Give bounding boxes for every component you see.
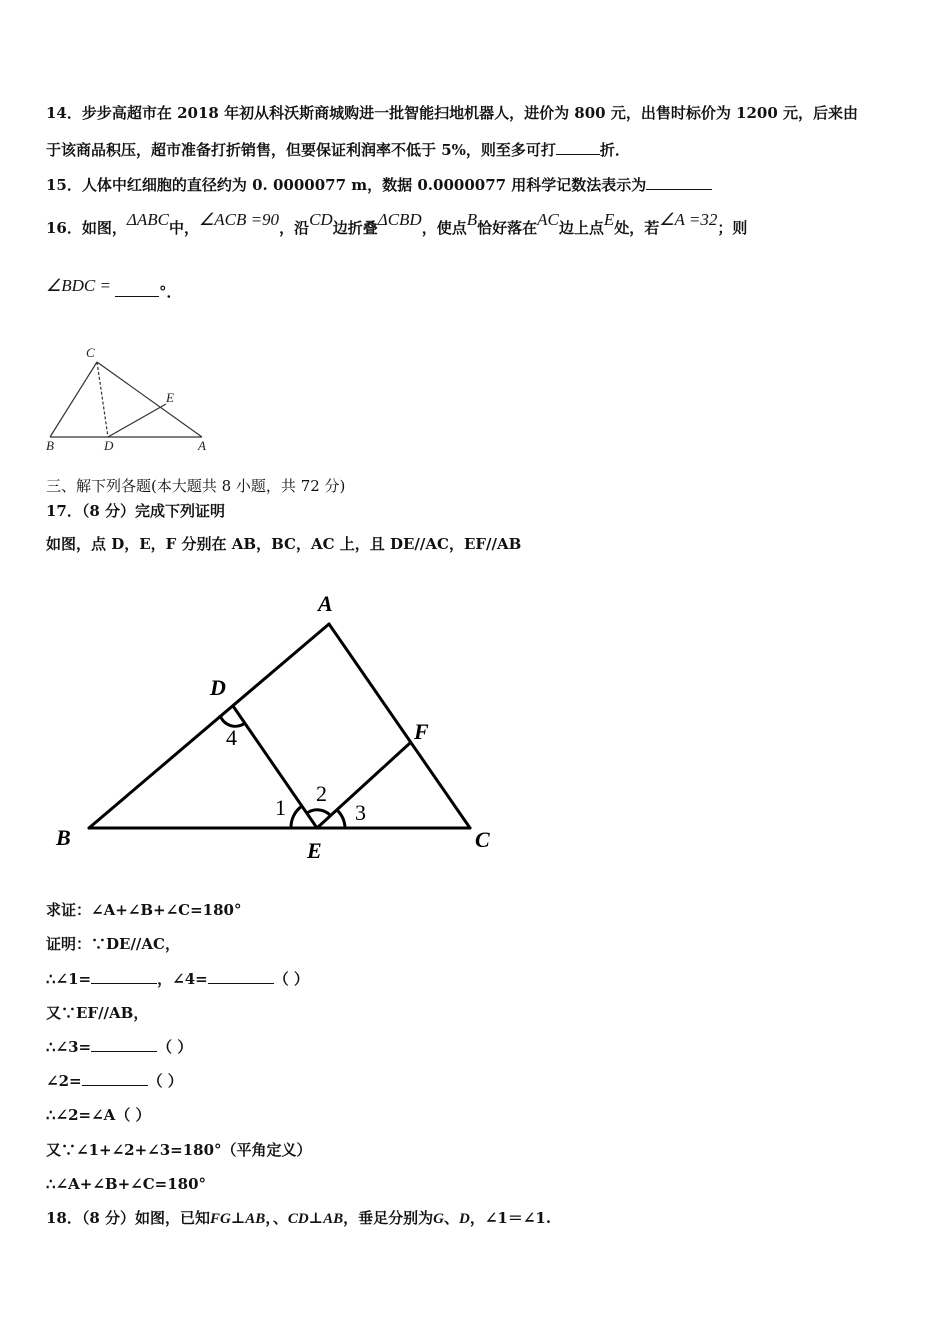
q16-line1: [46, 210, 748, 238]
q16-text-7: 边上点: [558, 219, 604, 237]
q16-text-9: ；则: [717, 219, 748, 237]
q17-step-3-reason: （ ）: [157, 1038, 193, 1056]
q17-step-4: [46, 1071, 183, 1091]
q18-math-ab-1: AB: [245, 1211, 266, 1227]
q17-figure: [40, 585, 520, 870]
q17-prove: 求证：∠A+∠B+∠C=180°: [46, 901, 242, 919]
q16-fold-line-cd: [97, 362, 108, 437]
q18-perp-1: ⊥: [230, 1209, 246, 1227]
q18-line: [46, 1208, 551, 1229]
q14-answer-blank: [556, 140, 600, 155]
q17-label-a: A: [318, 591, 333, 616]
q16-segment-de: [108, 404, 166, 437]
q14-line2-text: 于该商品积压，超市准备打折销售，但要保证利润率不低于 5%，则至多可打: [46, 141, 556, 159]
q16-label-b: B: [46, 438, 54, 453]
q17-step-3-text: ∴∠3=: [46, 1038, 92, 1056]
q17-blank-angle-3: [91, 1037, 157, 1052]
q17-label-d: D: [210, 675, 226, 700]
q16-text-5: ，使点: [421, 219, 467, 237]
q17-step-3: [46, 1037, 192, 1057]
q17-label-e: E: [307, 838, 322, 863]
q16-math-angle-a: ∠A =32: [659, 210, 718, 229]
q17-step-5: ∴∠2=∠A（ ）: [46, 1106, 151, 1124]
q18-text-4: 、: [443, 1209, 459, 1227]
q16-side-cb: [50, 362, 97, 437]
q16-math-b: B: [466, 210, 478, 229]
q16-line2: [46, 276, 182, 302]
q16-answer-blank: [115, 282, 159, 297]
q17-angle-3-arc: [337, 810, 345, 828]
q17-step-1-text-a: ∴∠1=: [46, 970, 92, 988]
q17-blank-angle-4: [208, 969, 274, 984]
section-3-heading: 三、解下列各题(本大题共 8 小题，共 72 分): [46, 477, 346, 495]
q17-step-1-reason: （ ）: [273, 970, 309, 988]
q17-blank-angle-1: [91, 969, 157, 984]
q16-text-3: ，沿: [279, 219, 310, 237]
q15-answer-blank: [646, 175, 712, 190]
q17-step-1-text-b: ，∠4=: [157, 970, 208, 988]
q17-given: 如图，点 D，E，F 分别在 AB，BC，AC 上，且 DE//AC，EF//AB: [46, 535, 522, 553]
q16-text-6: 恰好落在: [477, 219, 538, 237]
q16-label-a: A: [198, 438, 206, 453]
q16-math-angle-acb: ∠ACB =90: [198, 210, 280, 229]
q17-label-b: B: [56, 825, 71, 850]
q18-math-fg: FG: [210, 1211, 231, 1227]
q16-math-angle-bdc: ∠BDC =: [46, 276, 111, 295]
q16-label-e: E: [166, 390, 174, 405]
q18-text-2: ，、: [265, 1209, 288, 1227]
q16-text-2: 中，: [168, 219, 199, 237]
q15-text: 15．人体中红细胞的直径约为 0. 0000077 m，数据 0.0000077 用科学记数法表示为: [46, 176, 647, 194]
q17-side-ab: [89, 624, 329, 828]
q17-blank-angle-2: [82, 1071, 148, 1086]
q16-side-ca: [97, 362, 202, 437]
q17-title: 17．（8 分）完成下列证明: [46, 502, 226, 520]
q17-step-2: 又∵EF//AB，: [46, 1004, 149, 1022]
q17-label-2: 2: [316, 781, 327, 806]
q14-line1: 14．步步高超市在 2018 年初从科沃斯商城购进一批智能扫地机器人，进价为 800 元，出售时标价为 1200 元，后来由: [46, 104, 859, 122]
q17-step-4-text: ∠2=: [46, 1072, 82, 1090]
q17-label-c: C: [475, 827, 490, 852]
q18-math-d: D: [458, 1211, 470, 1227]
q16-math-ac: AC: [537, 210, 559, 229]
q16-math-cd: CD: [309, 210, 333, 229]
q16-math-triangle-cbd: ΔCBD: [377, 210, 422, 229]
q14-line2-tail: 折．: [599, 141, 630, 159]
q16-math-triangle-abc: ΔABC: [126, 210, 169, 229]
q18-math-cd: CD: [287, 1211, 309, 1227]
q18-math-g: G: [433, 1211, 444, 1227]
q17-proof-start: 证明：∵DE//AC，: [46, 935, 180, 953]
q17-step-7: ∴∠A+∠B+∠C=180°: [46, 1175, 207, 1193]
q15-line: [46, 175, 712, 195]
q17-step-6: 又∵∠1+∠2+∠3=180°（平角定义）: [46, 1141, 312, 1159]
q16-text-1: 16．如图，: [46, 219, 127, 237]
q17-step-4-reason: （ ）: [147, 1072, 183, 1090]
q17-angle-2-arc: [307, 810, 330, 815]
q16-text-4: 边折叠: [332, 219, 378, 237]
q17-angle-1-arc: [291, 806, 302, 828]
q16-math-e: E: [603, 210, 615, 229]
q18-text-3: ，垂足分别为: [343, 1209, 434, 1227]
q17-label-4: 4: [226, 725, 237, 750]
q18-text-5: ，∠1＝∠1.: [469, 1209, 552, 1227]
q16-text-8: 处，若: [614, 219, 660, 237]
q17-label-1: 1: [275, 795, 286, 820]
q16-label-d: D: [104, 438, 114, 453]
q18-perp-2: ⊥: [308, 1209, 324, 1227]
q17-step-1: [46, 969, 309, 989]
q18-math-ab-2: AB: [323, 1211, 344, 1227]
q17-label-f: F: [414, 719, 429, 744]
q14-line2: [46, 140, 630, 160]
q16-tail: °．: [158, 283, 182, 301]
q17-label-3: 3: [355, 800, 366, 825]
q16-label-c: C: [86, 345, 95, 360]
q18-text-1: 18．（8 分）如图，已知: [46, 1209, 211, 1227]
q16-figure: [40, 340, 220, 455]
